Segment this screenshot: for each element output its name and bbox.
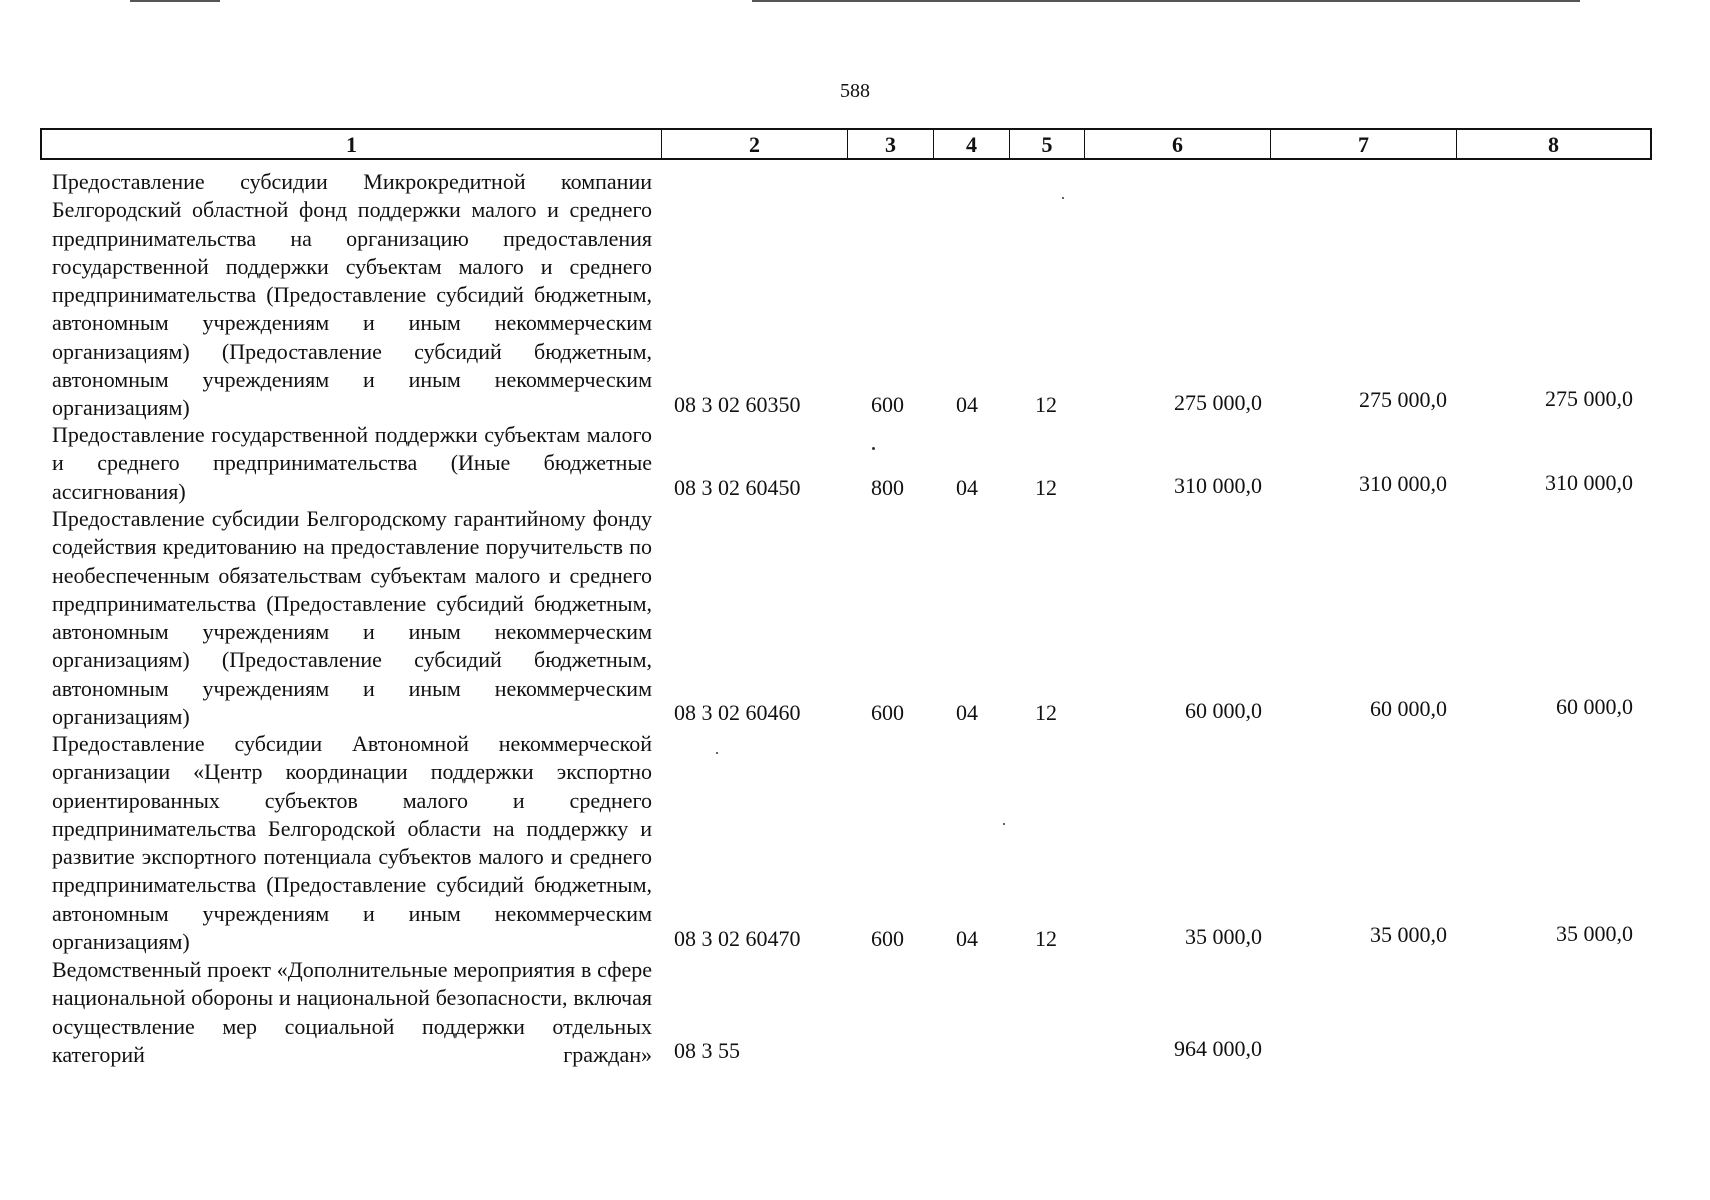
column-header-2: 2	[662, 130, 848, 158]
column-header-1: 1	[42, 130, 662, 158]
column-header-4: 4	[934, 130, 1010, 158]
row-code: 08 3 02 60450	[674, 475, 801, 500]
row-col4: 04	[956, 392, 978, 417]
scan-speck	[1003, 823, 1005, 825]
row-col5: 12	[1035, 926, 1057, 951]
column-header-3: 3	[848, 130, 934, 158]
row-code: 08 3 02 60470	[674, 926, 801, 951]
column-header-7: 7	[1271, 130, 1457, 158]
row-col7: 60 000,0	[1370, 696, 1447, 721]
row-col5: 12	[1035, 392, 1057, 417]
scan-edge-line-right	[752, 0, 1580, 2]
column-header-6: 6	[1085, 130, 1271, 158]
row-col6: 275 000,0	[1174, 390, 1262, 415]
row-col8: 35 000,0	[1556, 921, 1633, 946]
row-col8: 310 000,0	[1545, 470, 1633, 495]
row-col8: 60 000,0	[1556, 694, 1633, 719]
scan-speck	[872, 447, 875, 450]
scan-edge-line-left	[130, 0, 220, 2]
row-col3: 600	[871, 926, 904, 951]
row-description: Предоставление субсидии Микрокредитной компании Белгородский областной фонд поддержки малого и среднего предпринимательства на организацию предоставления государственной поддержки субъектам малого и среднего предпринимательства (Предоставление субсидий бюджетным, автономным учреждениям и иным некоммерческим организациям) (Предоставление субсидий бюджетным, автономным учреждениям и иным некоммерческим организациям)	[52, 169, 652, 421]
page-number: 588	[840, 80, 870, 102]
row-code: 08 3 02 60350	[674, 392, 801, 417]
row-col6: 964 000,0	[1174, 1036, 1262, 1061]
row-code: 08 3 02 60460	[674, 700, 801, 725]
row-col7: 275 000,0	[1359, 387, 1447, 412]
row-col6: 35 000,0	[1185, 924, 1262, 949]
row-col5: 12	[1035, 475, 1057, 500]
row-description: Предоставление субсидии Белгородскому гарантийному фонду содействия кредитованию на предоставление поручительств по необеспеченным обязательствам субъектам малого и среднего предпринимательства (Предоставление субсидий бюджетным, автономным учреждениям и иным некоммерческим организациям) (Предоставление субсидий бюджетным, автономным учреждениям и иным некоммерческим организациям)	[52, 506, 652, 730]
row-col4: 04	[956, 700, 978, 725]
row-col7: 35 000,0	[1370, 922, 1447, 947]
row-description: Ведомственный проект «Дополнительные мероприятия в сфере национальной обороны и национальной безопасности, включая осуществление мер социальной поддержки отдельных категорий граждан»	[52, 957, 652, 1067]
row-col7: 310 000,0	[1359, 471, 1447, 496]
row-col8: 275 000,0	[1545, 386, 1633, 411]
row-col5: 12	[1035, 700, 1057, 725]
row-col3: 600	[871, 700, 904, 725]
column-header-5: 5	[1010, 130, 1085, 158]
table-header-row	[40, 128, 1652, 160]
row-col6: 60 000,0	[1185, 698, 1262, 723]
scan-speck	[716, 752, 718, 754]
column-header-8: 8	[1548, 132, 1559, 157]
row-col4: 04	[956, 475, 978, 500]
row-description: Предоставление субсидии Автономной некоммерческой организации «Центр координации поддержки экспортно ориентированных субъектов малого и среднего предпринимательства Белгородской области на поддержку и развитие экспортного потенциала субъектов малого и среднего предпринимательства (Предоставление субсидий бюджетным, автономным учреждениям и иным некоммерческим организациям)	[52, 731, 652, 955]
row-description: Предоставление государственной поддержки субъектам малого и среднего предпринимательства (Иные бюджетные ассигнования)	[52, 422, 652, 504]
row-col3: 800	[871, 475, 904, 500]
row-col6: 310 000,0	[1174, 473, 1262, 498]
row-col4: 04	[956, 926, 978, 951]
scan-speck	[1062, 197, 1064, 199]
row-code: 08 3 55	[674, 1038, 740, 1063]
row-col3: 600	[871, 392, 904, 417]
